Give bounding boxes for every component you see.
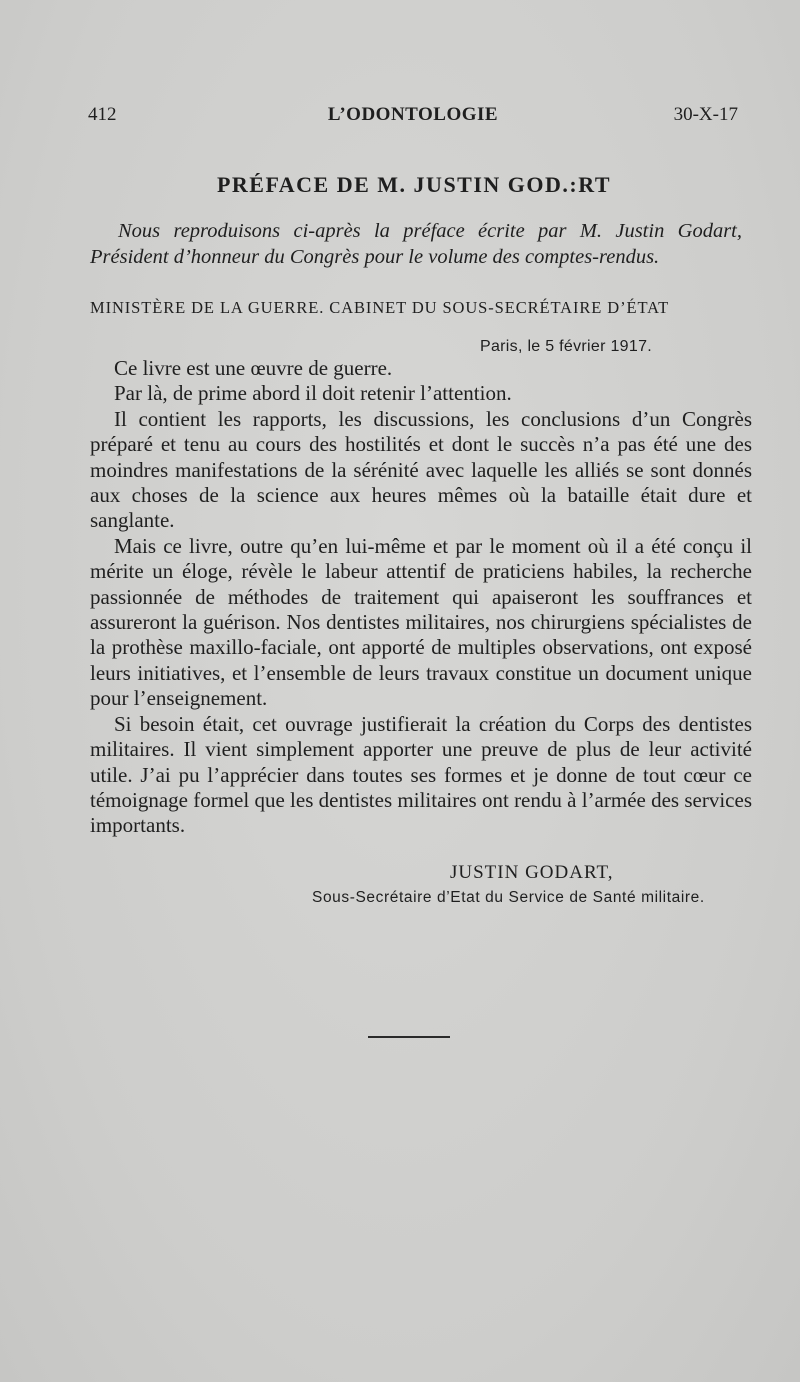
- article-title: PRÉFACE DE M. JUSTIN GOD.:RT: [216, 172, 612, 197]
- running-header: [88, 104, 738, 134]
- signature-title: Sous-Secrétaire d’Etat du Service de Santé militaire.: [312, 889, 705, 906]
- paragraph: Si besoin était, cet ouvrage justifierait la création du Corps des dentistes militaires. Il vient simplement apporter une preuve de plus de leur activité utile. J’ai pu l’apprécier dans toutes ses formes et je donne de tout cœur ce témoignage formel que les dentistes militaires ont rendu à l’armée des services importants.: [90, 711, 752, 838]
- paragraph: Il contient les rapports, les discussions, les conclusions d’un Congrès préparé et tenu au cours des hostilités et dont le succès n’a pas été une des moindres manifestations de la sérénité avec laquelle les alliés se sont donnés aux choses de la science aux heures mêmes où la bataille était dure et sanglante.: [90, 406, 752, 533]
- intro-note: Nous reproduisons ci-après la préface écrite par M. Justin Godart, Président d’honneur du Congrès pour le volume des comptes-rendus.: [90, 220, 742, 268]
- page-number: 412: [88, 104, 117, 125]
- signature-name: JUSTIN GODART,: [450, 862, 614, 883]
- end-rule: [368, 1036, 450, 1038]
- place-date: Paris, le 5 février 1917.: [480, 338, 653, 355]
- paragraph: Ce livre est une œuvre de guerre.: [114, 356, 393, 380]
- ministry-heading: MINISTÈRE DE LA GUERRE. CABINET DU SOUS-SECRÉTAIRE D’ÉTAT: [90, 298, 670, 317]
- preface-body: [90, 356, 752, 839]
- journal-title: L’ODONTOLOGIE: [327, 104, 499, 125]
- paragraph: Mais ce livre, outre qu’en lui-même et par le moment où il a été conçu il mérite un éloge, révèle le labeur attentif de praticiens habiles, la recherche passionnée de méthodes de traitement qui apaiseront les souffrances et assureront la guérison. Nos dentistes militaires, nos chirurgiens spécialistes de la prothèse maxillo-faciale, ont apporté de multiples observations, ont exposé leurs initiatives, et l’ensemble de leurs travaux constitue un document unique pour l’enseignement.: [90, 533, 752, 711]
- issue-date: 30-X-17: [673, 104, 738, 125]
- paragraph: Par là, de prime abord il doit retenir l’attention.: [114, 381, 512, 406]
